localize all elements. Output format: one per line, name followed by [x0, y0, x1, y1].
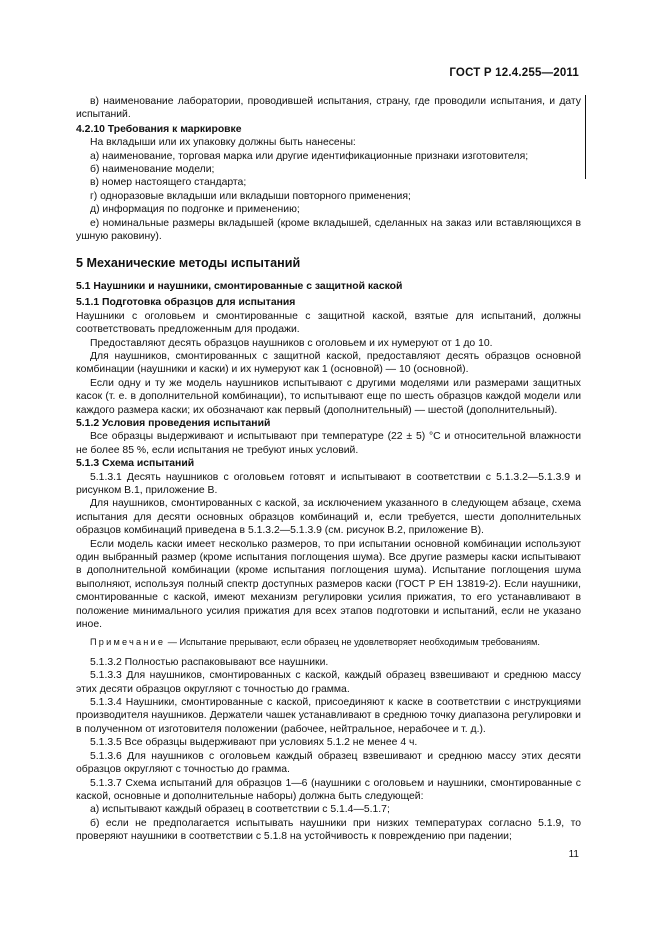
paragraph: Если модель каски имеет несколько размеров, то при испытании основной комбинации используют один выбранный размер (кроме испытания поглощения шума). Все другие размеры каски испытывают в дополнительной комбинации (кроме испытания поглощения шума). Испытание поглощения шума выполняют, используя полный спектр доступных размеров каски (ГОСТ Р ЕН 13819-2). Если наушники, смонтированные с каской, имеют механизм регулировки усилия прижатия, то его устанавливают в положение минимального усилия прижатия для всех этапов подготовки и испытаний, если не указано иное.: [76, 538, 581, 631]
subsection-heading-5-1: 5.1 Наушники и наушники, смонтированные с защитной каской: [76, 280, 403, 292]
list-item: г) одноразовые вкладыши или вкладыши повторного применения;: [90, 190, 411, 202]
note: [76, 636, 581, 649]
revision-bar-top: [585, 95, 586, 122]
paragraph: 5.1.3.4 Наушники, смонтированные с каской, присоединяют к каске в соответствии с инструкциями производителя наушников. Держатели чашек устанавливают в среднюю точку диапазона регулировки и в полученном от изготовителя положении (рабочее, нейтральное, нерабочее и т. д.).: [76, 697, 581, 735]
revision-bar-middle: [585, 122, 586, 179]
section-heading-5: 5 Механические методы испытаний: [76, 256, 301, 271]
paragraph: Предоставляют десять образцов наушников с оголовьем и их нумеруют от 1 до 10.: [90, 337, 493, 349]
list-item: а) испытывают каждый образец в соответствии с 5.1.4—5.1.7;: [90, 804, 390, 816]
list-item: б) наименование модели;: [90, 164, 215, 176]
paragraph: 5.1.3.2 Полностью распаковывают все наушники.: [90, 656, 329, 668]
subsection-heading-5-1-1: 5.1.1 Подготовка образцов для испытания: [76, 297, 296, 309]
paragraph: 5.1.3.1 Десять наушников с оголовьем готовят и испытывают в соответствии с 5.1.3.2—5.1.3.9 и рисунком В.1, приложение В.: [76, 471, 581, 496]
paragraph: 5.1.3.6 Для наушников с оголовьем каждый образец взвешивают и среднюю массу этих десяти образцов округляют с точностью до грамма.: [76, 750, 581, 776]
note-text: — Испытание прерывают, если образец не удовлетворяет необходимым требованиям.: [165, 637, 540, 648]
subsection-heading-5-1-2: 5.1.2 Условия проведения испытаний: [76, 417, 271, 429]
paragraph: Для наушников, смонтированных с каской, за исключением указанного в следующем абзаце, схема испытания для десяти основных образцов комбинаций и, если требуется, шести дополнительных образцов комбинаций приведена в 5.1.3.2—5.1.3.9 (см. рисунок В.2, приложение В).: [76, 498, 581, 537]
paragraph: Наушники с оголовьем и смонтированные с защитной каской, взятые для испытаний, должны соответствовать предложенным для продажи.: [76, 310, 581, 336]
paragraph: На вкладыши или их упаковку должны быть нанесены:: [90, 137, 356, 149]
note-label: Примечание: [90, 637, 166, 648]
paragraph: в) наименование лаборатории, проводившей испытания, страну, где проводили испытания, и дату испытаний.: [76, 96, 581, 121]
list-item: в) номер настоящего стандарта;: [90, 177, 247, 189]
paragraph: 5.1.3.7 Схема испытаний для образцов 1—6 (наушники с оголовьем и наушники, смонтированные с каской, основные и дополнительные наборы) должна быть следующей:: [76, 777, 581, 802]
subsection-heading-5-1-3: 5.1.3 Схема испытаний: [76, 458, 195, 470]
page-number: 11: [568, 849, 579, 860]
paragraph: Для наушников, смонтированных с защитной каской, предоставляют десять образцов основной комбинации (наушники и каски) и их нумеруют как 1 (основной) — 10 (основной).: [76, 350, 581, 376]
subsection-heading-4-2-10: 4.2.10 Требования к маркировке: [76, 123, 242, 135]
paragraph: 5.1.3.5 Все образцы выдерживают при условиях 5.1.2 не менее 4 ч.: [90, 737, 418, 749]
list-item: б) если не предполагается испытывать наушники при низких температурах согласно 5.1.9, то проверяют наушники в соответствии с 5.1.8 на устойчивость к повреждению при падении;: [76, 817, 581, 843]
paragraph: Если одну и ту же модель наушников испытывают с другими моделями или размерами защитных касок (т. е. в дополнительной комбинации), то испытывают еще по шесть образцов каждой модели или каждого размера каски; их обозначают как первый (дополнительный) — шестой (дополнительный).: [76, 377, 581, 416]
paragraph: 5.1.3.3 Для наушников, смонтированных с каской, каждый образец взвешивают и среднюю массу этих десяти образцов округляют с точностью до грамма.: [76, 670, 581, 695]
paragraph: Все образцы выдерживают и испытывают при температуре (22 ± 5) °С и относительной влажности не более 85 %, если испытания не требуют иных условий.: [76, 431, 581, 456]
list-item: е) номинальные размеры вкладышей (кроме вкладышей, сделанных на заказ или вставляющихся в ушную раковину).: [76, 217, 581, 243]
document-body: [76, 95, 581, 844]
list-item: а) наименование, торговая марка или другие идентификационные признаки изготовителя;: [90, 150, 529, 162]
page-header-standard: ГОСТ Р 12.4.255—2011: [449, 67, 579, 79]
list-item: д) информация по подгонке и применению;: [90, 204, 300, 216]
